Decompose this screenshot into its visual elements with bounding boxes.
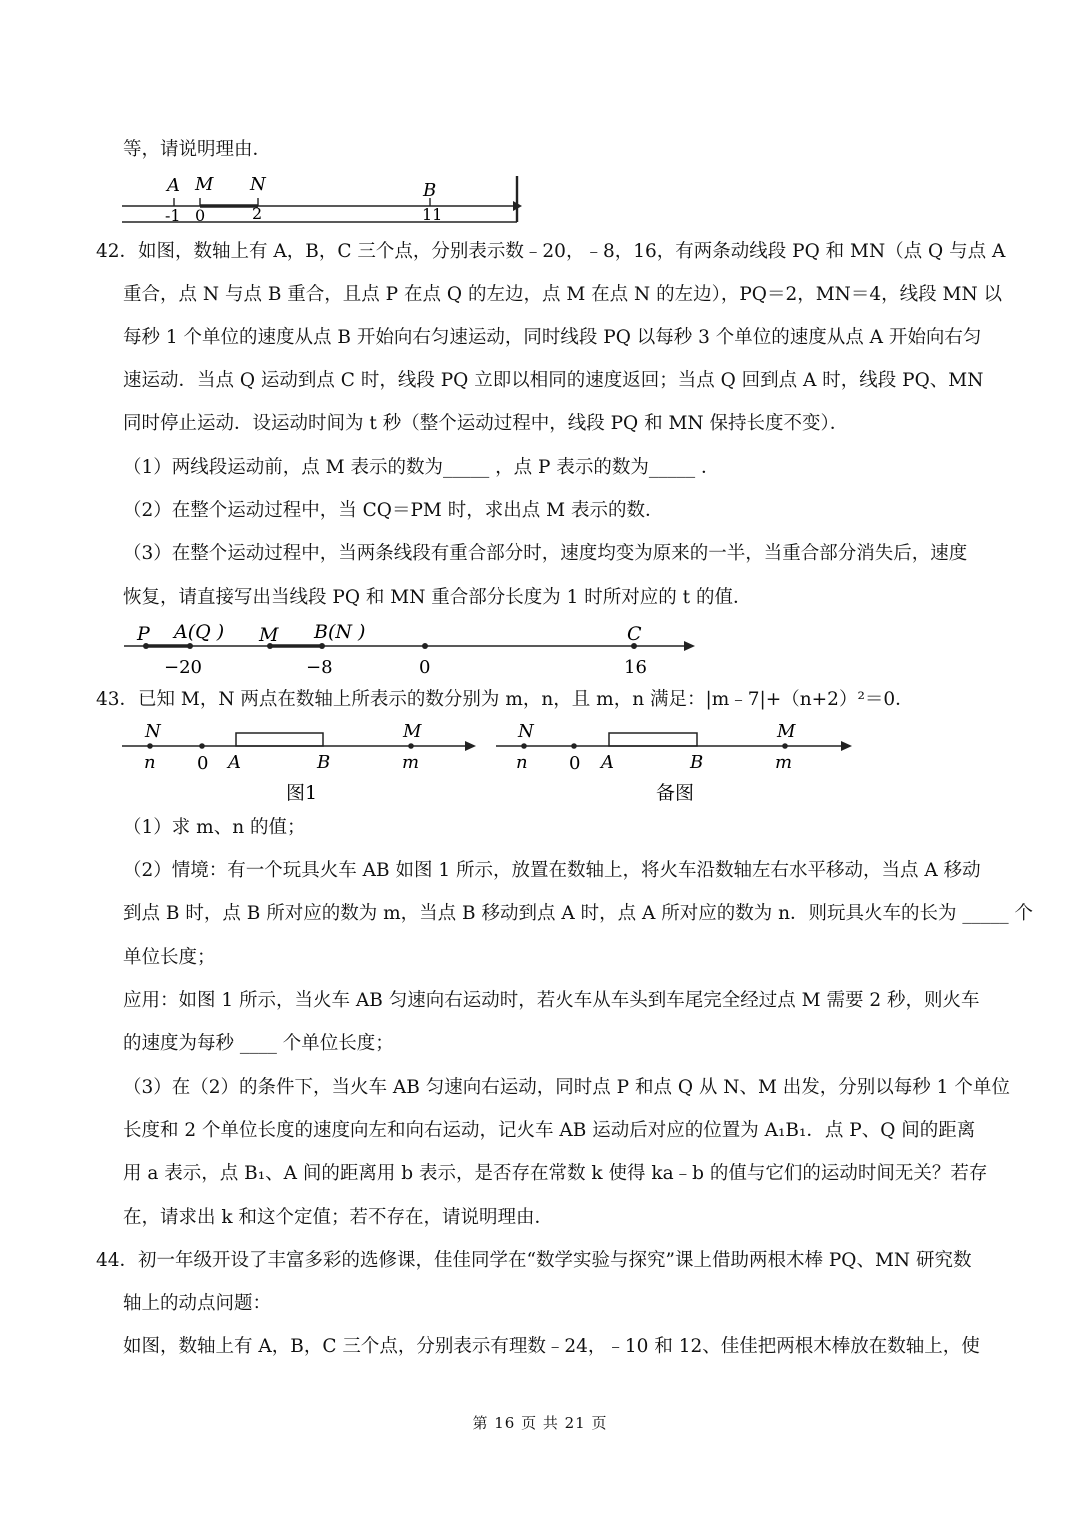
label-b: B xyxy=(317,752,331,773)
label-a: A xyxy=(601,752,614,773)
text-line: （3）在（2）的条件下，当火车 AB 匀速向右运动，同时点 P 和点 Q 从 N、M 出发，分别以每秒 1 个单位 xyxy=(123,1077,1010,1098)
label-m-value: m xyxy=(402,752,420,773)
text-line: 42．如图，数轴上有 A，B，C 三个点，分别表示数﹣20，﹣8，16，有两条动线段 PQ 和 MN（点 Q 与点 A xyxy=(96,241,1006,262)
label-n-value: n xyxy=(516,752,528,773)
text-line: 每秒 1 个单位的速度从点 B 开始向右匀速运动，同时线段 PQ 以每秒 3 个单位的速度从点 A 开始向右匀 xyxy=(123,327,982,348)
text-line: 在，请求出 k 和这个定值；若不存在，请说明理由． xyxy=(123,1207,553,1228)
label-n: N xyxy=(250,174,266,195)
label-zero: 0 xyxy=(569,753,581,774)
label-m: M xyxy=(777,721,796,742)
text-line: （1）两线段运动前，点 M 表示的数为_____ ，点 P 表示的数为_____ ． xyxy=(123,457,720,478)
text-line: 轴上的动点问题： xyxy=(123,1293,272,1314)
text-line: 的速度为每秒 ____ 个单位长度； xyxy=(123,1033,394,1054)
text-line: 长度和 2 个单位长度的速度向左和向右运动，记火车 AB 运动后对应的位置为 A₁B₁．点 P、Q 间的距离 xyxy=(123,1120,976,1141)
tick-label: 0 xyxy=(195,206,206,225)
label-b-n: B(N ) xyxy=(314,621,366,643)
tick-label: 16 xyxy=(624,657,647,678)
text-line: 44．初一年级开设了丰富多彩的选修课，佳佳同学在“数学实验与探究”课上借助两根木棒 PQ、MN 研究数 xyxy=(96,1250,972,1271)
number-line-figure-43 xyxy=(118,715,863,810)
tick-label: −20 xyxy=(164,657,202,678)
text-line: 重合，点 N 与点 B 重合，且点 P 在点 Q 的左边，点 M 在点 N 的左边），PQ＝2，MN＝4，线段 MN 以 xyxy=(123,284,1003,305)
number-line-figure-42 xyxy=(118,618,708,680)
text-line: 单位长度； xyxy=(123,947,216,968)
label-m: M xyxy=(259,624,279,646)
figure-caption: 备图 xyxy=(656,782,695,804)
label-n: N xyxy=(518,721,534,742)
number-line-figure-1 xyxy=(118,170,528,225)
figure-caption: 图1 xyxy=(286,782,318,804)
text-line: （2）情境：有一个玩具火车 AB 如图 1 所示，放置在数轴上，将火车沿数轴左右水平移动，当点 A 移动 xyxy=(123,860,981,881)
text-line: 速运动．当点 Q 运动到点 C 时，线段 PQ 立即以相同的速度返回；当点 Q 回到点 A 时，线段 PQ、MN xyxy=(123,370,984,391)
label-m: M xyxy=(403,721,422,742)
label-b: B xyxy=(690,752,704,773)
tick-label: 11 xyxy=(422,205,443,224)
tick-label: 2 xyxy=(252,204,263,223)
text-line: 同时停止运动．设运动时间为 t 秒（整个运动过程中，线段 PQ 和 MN 保持长度不变）． xyxy=(123,413,849,434)
label-b: B xyxy=(423,180,437,201)
text-line: （3）在整个运动过程中，当两条线段有重合部分时，速度均变为原来的一半，当重合部分消失后，速度 xyxy=(123,543,968,564)
label-n: N xyxy=(145,721,161,742)
label-m: M xyxy=(195,174,214,195)
tick-label: -1 xyxy=(165,206,181,225)
text-line: 恢复，请直接写出当线段 PQ 和 MN 重合部分长度为 1 时所对应的 t 的值． xyxy=(123,587,752,608)
page-number: 第 16 页 共 21 页 xyxy=(472,1414,608,1432)
label-n-value: n xyxy=(144,752,156,773)
text-line: 应用：如图 1 所示，当火车 AB 匀速向右运动时，若火车从车头到车尾完全经过点 M 需要 2 秒，则火车 xyxy=(123,990,980,1011)
label-a: A xyxy=(228,752,241,773)
label-m-value: m xyxy=(775,752,793,773)
text-line: 等，请说明理由． xyxy=(123,139,272,160)
label-a-q: A(Q ) xyxy=(174,621,225,643)
text-line: 用 a 表示，点 B₁、A 间的距离用 b 表示，是否存在常数 k 使得 ka﹣b 的值与它们的运动时间无关？若存 xyxy=(123,1163,988,1184)
tick-label: 0 xyxy=(419,657,431,678)
label-c: C xyxy=(627,623,642,645)
text-line: （2）在整个运动过程中，当 CQ＝PM 时，求出点 M 表示的数． xyxy=(123,500,664,521)
text-line: 43．已知 M，N 两点在数轴上所表示的数分别为 m，n，且 m，n 满足：|m﹣7|+（n+2）²＝0． xyxy=(96,689,914,710)
text-line: 如图，数轴上有 A，B，C 三个点，分别表示有理数﹣24，﹣10 和 12、佳佳把两根木棒放在数轴上，使 xyxy=(123,1336,980,1357)
label-zero: 0 xyxy=(197,753,209,774)
text-line: （1）求 m、n 的值； xyxy=(123,817,306,838)
label-p: P xyxy=(137,623,150,645)
label-a: A xyxy=(167,175,180,196)
text-line: 到点 B 时，点 B 所对应的数为 m，当点 B 移动到点 A 时，点 A 所对应的数为 n．则玩具火车的长为 _____ 个 xyxy=(123,903,1034,924)
tick-label: −8 xyxy=(306,657,333,678)
